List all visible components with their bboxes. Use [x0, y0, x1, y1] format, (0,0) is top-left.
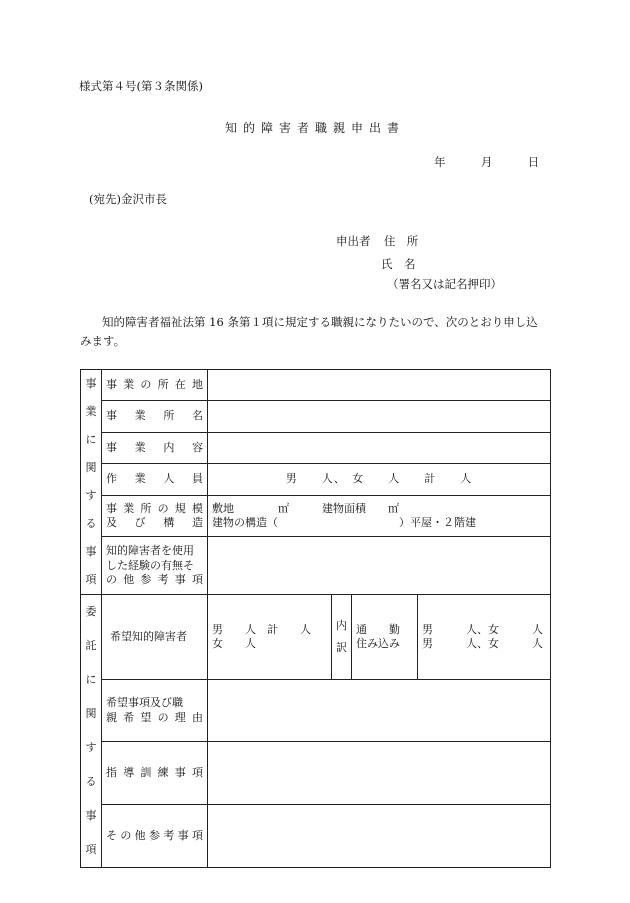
field-business-name[interactable] [208, 401, 551, 432]
live-in-counts: 男 人、女 人 [422, 636, 543, 650]
field-business-content[interactable] [208, 432, 551, 463]
female-line: 女 人 [212, 636, 256, 650]
label-business-location: 事業の所在地 [102, 370, 208, 401]
label-desired-persons: 希望知的障害者 [102, 595, 208, 680]
body-text-line-2: みます。 [80, 334, 126, 348]
label-scale-structure [102, 495, 208, 537]
label-experience-line-1: 知的障害者を使用 [106, 544, 194, 558]
date-year: 年 [434, 155, 446, 169]
field-experience[interactable] [208, 537, 551, 595]
form-number: 様式第４号(第３条関係) [79, 79, 203, 93]
site-area-line: 敷地 ㎡ 建物面積 ㎡ [212, 501, 399, 515]
date-month: 月 [480, 155, 493, 169]
applicant-address-line [336, 235, 418, 249]
field-guidance-training[interactable] [208, 742, 551, 805]
label-desired-reason [102, 679, 208, 742]
application-table [80, 369, 551, 868]
label-guidance-training: 指導訓練事項 [102, 742, 208, 805]
addressee: (宛先)金沢市長 [89, 192, 167, 206]
section-consignment-label: 委 託 に 関 す る 事 項 [81, 595, 102, 868]
field-other-notes[interactable] [208, 805, 551, 868]
label-experience-line-2: した経験の有無そ [106, 558, 194, 572]
section-business-label: 事 業 に 関 す る 事 項 [81, 370, 102, 595]
label-business-content: 事業内容 [102, 432, 208, 463]
label-commute: 通 勤 [356, 622, 400, 636]
address-label: 住 所 [383, 234, 419, 248]
label-breakdown-1: 内 [336, 618, 347, 632]
field-business-location[interactable] [208, 370, 551, 401]
label-business-name: 事業所名 [102, 401, 208, 432]
field-scale-structure[interactable] [208, 495, 551, 537]
label-experience [102, 537, 208, 595]
date-line [434, 156, 539, 170]
document-title: 知的障害者職親申出書 [224, 121, 405, 135]
building-structure-line: 建物の構造（ ）平屋・２階建 [212, 515, 476, 529]
label-desired-reason-2: 親希望の理由 [106, 710, 203, 724]
seal-note: （署名又は記名押印） [387, 277, 502, 291]
label-scale-line-1: 事業所の規模 [106, 501, 203, 515]
field-workers[interactable]: 男 人、 女 人 計 人 [208, 464, 551, 495]
field-breakdown-counts[interactable] [418, 595, 551, 680]
label-scale-line-2: 及び構造 [106, 515, 203, 529]
field-desired-reason[interactable] [208, 679, 551, 742]
date-day: 日 [527, 155, 540, 169]
label-live-in: 住み込み [356, 636, 400, 650]
field-desired-persons-total[interactable] [208, 595, 332, 680]
label-commute-type [352, 595, 418, 680]
label-breakdown [332, 595, 352, 680]
body-text-line-1: 知的障害者福祉法第 16 条第１項に規定する職親になりたいので、次のとおり申し込 [102, 315, 538, 329]
label-breakdown-2: 訳 [336, 640, 347, 654]
commute-counts: 男 人、女 人 [422, 622, 543, 636]
male-total-line: 男 人 計 人 [212, 622, 311, 636]
name-label: 氏 名 [381, 257, 416, 271]
label-workers: 作業人員 [102, 464, 208, 495]
label-desired-reason-1: 希望事項及び職 [106, 696, 183, 710]
label-other-notes: その他参考事項 [102, 805, 208, 868]
label-experience-line-3: の他参考事項 [106, 572, 203, 586]
applicant-label: 申出者 [336, 234, 371, 248]
